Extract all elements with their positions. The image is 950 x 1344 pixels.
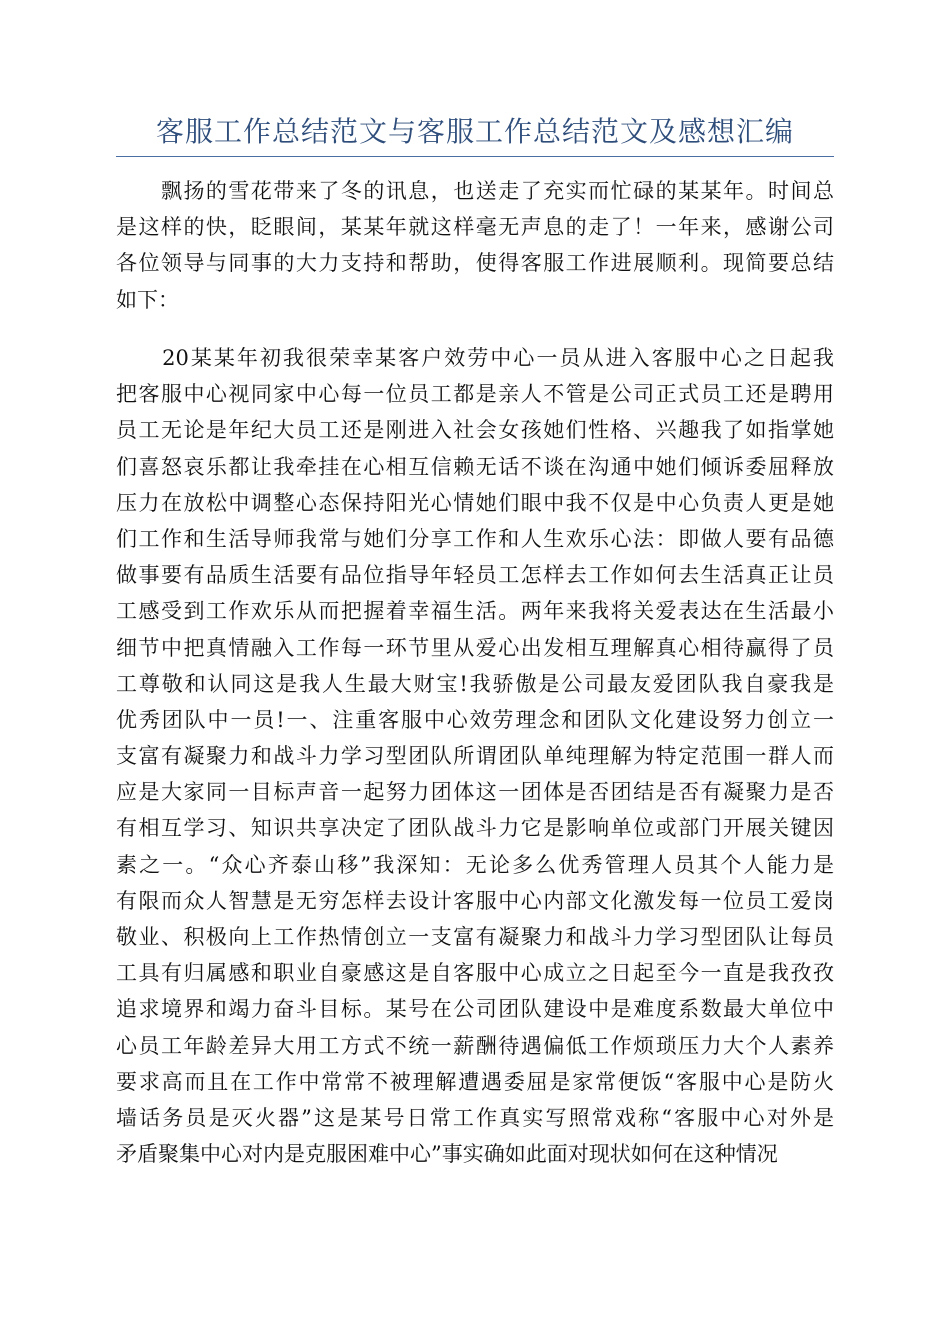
- text-line: 敬业、积极向上工作热情创立一支富有凝聚力和战斗力学习型团队让每员: [116, 925, 834, 949]
- text-line: 是这样的快，眨眼间，某某年就这样毫无声息的走了！一年来，感谢公司: [116, 215, 834, 240]
- text-line: 工尊敬和认同这是我人生最大财宝!我骄傲是公司最友爱团队我自豪我是: [116, 671, 834, 696]
- text-line: 飘扬的雪花带来了冬的讯息，也送走了充实而忙碌的某某年。时间总: [116, 179, 834, 203]
- text-line: 矛盾聚集中心对内是克服困难中心”事实确如此面对现状如何在这种情况: [116, 1142, 778, 1167]
- text-line: 工具有归属感和职业自豪感这是自客服中心成立之日起至今一直是我孜孜: [116, 961, 834, 986]
- text-line: 工感受到工作欢乐从而把握着幸福生活。两年来我将关爱表达在生活最小: [116, 599, 834, 624]
- text-line: 要求高而且在工作中常常不被理解遭遇委屈是家常便饭“客服中心是防火: [116, 1069, 834, 1094]
- text-line: 应是大家同一目标声音一起努力团体这一团体是否团结是否有凝聚力是否: [116, 780, 834, 805]
- text-line: 有相互学习、知识共享决定了团队战斗力它是影响单位或部门开展关键因: [116, 816, 834, 841]
- text-line: 们工作和生活导师我常与她们分享工作和人生欢乐心法：即做人要有品德: [116, 526, 834, 551]
- text-line: 心员工年龄差异大用工方式不统一薪酬待遇偏低工作烦琐压力大个人素养: [116, 1033, 834, 1058]
- text-line: 细节中把真情融入工作每一环节里从爱心出发相互理解真心相待赢得了员: [116, 635, 834, 660]
- text-line: 素之一。“众心齐泰山移”我深知：无论多么优秀管理人员其个人能力是: [116, 852, 834, 877]
- text-line: 做事要有品质生活要有品位指导年轻员工怎样去工作如何去生活真正让员: [116, 563, 834, 588]
- paragraph-2: [116, 340, 834, 1172]
- text-line: 有限而众人智慧是无穷怎样去设计客服中心内部文化激发每一位员工爱岗: [116, 888, 834, 913]
- document-title: 客服工作总结范文与客服工作总结范文及感想汇编: [155, 115, 794, 148]
- text-line: 各位领导与同事的大力支持和帮助，使得客服工作进展顺利。现简要总结: [116, 251, 834, 276]
- text-line: 压力在放松中调整心态保持阳光心情她们眼中我不仅是中心负责人更是她: [116, 490, 834, 515]
- text-line: 优秀团队中一员!一、注重客服中心效劳理念和团队文化建设努力创立一: [116, 707, 834, 732]
- title-block: [116, 112, 834, 157]
- text-line: 支富有凝聚力和战斗力学习型团队所谓团队单纯理解为特定范围一群人而: [116, 744, 834, 769]
- text-line: 20某某年初我很荣幸某客户效劳中心一员从进入客服中心之日起我: [116, 346, 834, 370]
- text-line: 墙话务员是灭火器”这是某号日常工作真实写照常戏称“客服中心对外是: [116, 1105, 834, 1130]
- text-line: 追求境界和竭力奋斗目标。某号在公司团队建设中是难度系数最大单位中: [116, 997, 834, 1022]
- text-line: 员工无论是年纪大员工还是刚进入社会女孩她们性格、兴趣我了如指掌她: [116, 418, 834, 443]
- text-line: 把客服中心视同家中心每一位员工都是亲人不管是公司正式员工还是聘用: [116, 382, 834, 407]
- paragraph-2-text: [116, 340, 834, 1172]
- paragraph-1-text: [116, 173, 834, 318]
- text-line: 如下：: [116, 287, 179, 312]
- text-line: 们喜怒哀乐都让我牵挂在心相互信赖无话不谈在沟通中她们倾诉委屈释放: [116, 454, 834, 479]
- paragraph-1: [116, 173, 834, 318]
